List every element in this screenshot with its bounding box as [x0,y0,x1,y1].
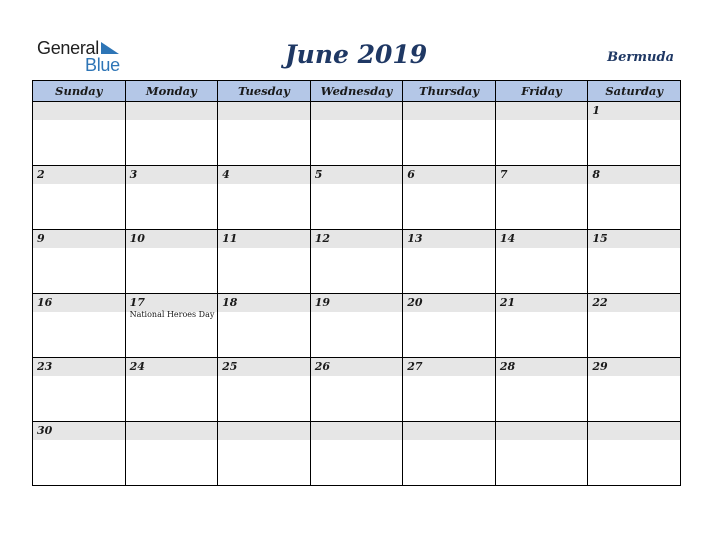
day-cell [218,102,311,166]
day-cell [403,422,496,486]
week-row [33,358,681,422]
day-cell [310,294,403,358]
weekday-tuesday: Tuesday [218,81,311,102]
weekday-wednesday: Wednesday [310,81,403,102]
logo-general-text: General [37,38,99,58]
day-cell [495,294,588,358]
weekday-header-row [33,81,681,102]
day-cell [588,294,681,358]
day-cell [33,294,126,358]
day-number [33,102,125,120]
day-number: 5 [311,166,403,184]
day-cell [495,230,588,294]
day-number: 17 [126,294,218,312]
day-cell [495,102,588,166]
day-number: 30 [33,422,125,440]
weekday-friday: Friday [495,81,588,102]
day-cell [495,358,588,422]
day-number: 22 [588,294,680,312]
day-cell [33,166,126,230]
day-cell [33,358,126,422]
holiday-label: National Heroes Day [129,310,215,319]
day-number [311,102,403,120]
day-cell [310,358,403,422]
day-number [588,422,680,440]
day-cell [125,102,218,166]
day-number: 9 [33,230,125,248]
day-number [126,422,218,440]
day-number: 13 [403,230,495,248]
day-cell [218,358,311,422]
weekday-monday: Monday [125,81,218,102]
day-cell [588,230,681,294]
day-cell [125,294,218,358]
day-number: 1 [588,102,680,120]
day-cell [403,166,496,230]
week-row [33,102,681,166]
day-cell [310,102,403,166]
day-cell [495,166,588,230]
day-cell [403,102,496,166]
weekday-saturday: Saturday [588,81,681,102]
day-cell [218,230,311,294]
day-number: 10 [126,230,218,248]
day-number: 16 [33,294,125,312]
day-cell [403,294,496,358]
day-number: 4 [218,166,310,184]
day-number [311,422,403,440]
day-number: 21 [496,294,588,312]
day-number [218,422,310,440]
week-row [33,230,681,294]
day-number: 29 [588,358,680,376]
day-cell [125,166,218,230]
day-cell [125,230,218,294]
day-cell [218,166,311,230]
country-label: Bermuda [607,50,674,65]
day-cell [310,230,403,294]
day-cell [588,358,681,422]
day-cell [33,102,126,166]
day-number: 25 [218,358,310,376]
day-number: 27 [403,358,495,376]
day-number [218,102,310,120]
week-row [33,294,681,358]
day-number: 19 [311,294,403,312]
weekday-sunday: Sunday [33,81,126,102]
day-cell [125,422,218,486]
day-cell [33,422,126,486]
calendar-grid [32,80,681,486]
week-row [33,166,681,230]
day-number [403,422,495,440]
day-number: 26 [311,358,403,376]
day-number: 20 [403,294,495,312]
day-cell [218,294,311,358]
day-cell [125,358,218,422]
day-number: 23 [33,358,125,376]
day-cell [310,166,403,230]
week-row [33,422,681,486]
day-number [496,102,588,120]
calendar-title: June 2019 [284,40,428,69]
day-cell [403,230,496,294]
day-number: 14 [496,230,588,248]
day-number: 11 [218,230,310,248]
day-number: 3 [126,166,218,184]
day-number: 12 [311,230,403,248]
day-cell [588,166,681,230]
logo-blue-text: Blue [85,55,120,75]
day-number: 15 [588,230,680,248]
day-number: 28 [496,358,588,376]
day-cell [588,422,681,486]
day-cell [310,422,403,486]
day-number: 7 [496,166,588,184]
day-number: 18 [218,294,310,312]
day-number [496,422,588,440]
day-number: 24 [126,358,218,376]
day-number: 6 [403,166,495,184]
day-number: 8 [588,166,680,184]
weekday-thursday: Thursday [403,81,496,102]
day-cell [495,422,588,486]
day-number [403,102,495,120]
day-cell [218,422,311,486]
day-cell [403,358,496,422]
day-cell [33,230,126,294]
day-number [126,102,218,120]
day-number: 2 [33,166,125,184]
day-cell [588,102,681,166]
